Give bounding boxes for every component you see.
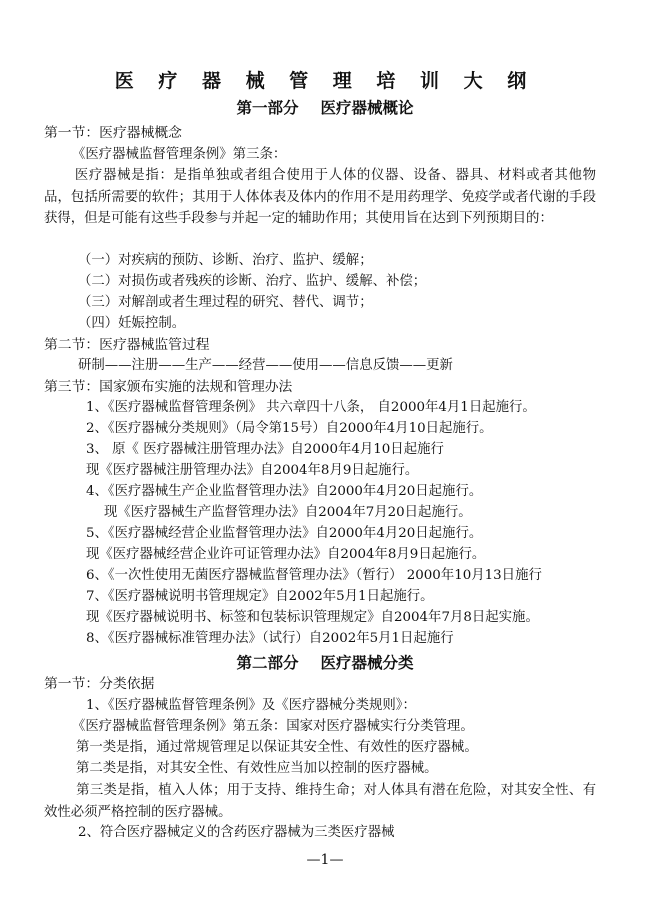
part1-section3-heading: 第三节：国家颁布实施的法规和管理办法 (44, 379, 293, 395)
drug-device-classification: 2、符合医疗器械定义的含药医疗器械为三类医疗器械 (78, 825, 395, 840)
part1-section2-heading: 第二节：医疗器械监管过程 (44, 337, 210, 353)
class-two-definition: 第二类是指，对其安全性、有效性应当加以控制的医疗器械。 (76, 761, 438, 776)
regulation-item: 3、 原《 医疗器械注册管理办法》自2000年4月10日起施行 (86, 442, 444, 457)
part2-section1-heading: 第一节：分类依据 (44, 676, 155, 692)
regulation-item: 6、《一次性使用无菌医疗器械监督管理办法》（暂行） 2000年10月13日施行 (86, 568, 542, 583)
regulation-item: 现《医疗器械经营企业许可证管理办法》自2004年8月9日起施行。 (86, 547, 486, 562)
part1-section1-heading: 第一节：医疗器械概念 (44, 125, 182, 141)
supervision-process: 研制——注册——生产——经营——使用——信息反馈——更新 (78, 358, 453, 373)
regulation-item: 5、《医疗器械经营企业监督管理办法》自2000年4月20日起施行。 (86, 526, 483, 541)
regulation-item: 现《医疗器械注册管理办法》自2004年8月9日起施行。 (86, 463, 419, 478)
part2-title-number: 第二部分 (236, 654, 299, 672)
purpose-item: （一）对疾病的预防、诊断、治疗、监护、缓解； (78, 253, 373, 268)
part1-title-number: 第一部分 (236, 99, 299, 117)
part2-title (0, 651, 650, 673)
regulation-item: 7、《医疗器械说明书管理规定》自2002年5月1日起施行。 (86, 589, 434, 604)
classification-basis: 1、《医疗器械监督管理条例》及《医疗器械分类规则》： (86, 698, 416, 713)
regulation-item: 2、《医疗器械分类规则》（局令第15号）自2000年4月10日起施行。 (86, 421, 493, 436)
article-five: 《医疗器械监督管理条例》第五条：国家对医疗器械实行分类管理。 (72, 719, 474, 734)
purpose-item: （四）妊娠控制。 (78, 316, 186, 331)
regulation-reference: 《医疗器械监督管理条例》第三条： (72, 147, 287, 162)
page-number: —1— (306, 852, 344, 868)
regulation-item: 现《医疗器械说明书、标签和包装标识管理规定》自2004年7月8日起实施。 (86, 610, 539, 625)
definition-paragraph: 医疗器械是指：是指单独或者组合使用于人体的仪器、设备、器具、材料或者其他物品，包括所需要的软件；其用于人体体表及体内的作用不是用药理学、免疫学或者代谢的手段获得，但是可能有这些手段参与并起一定的辅助作用；其使用旨在达到下列预期目的： (44, 168, 596, 227)
part1-title (0, 96, 650, 118)
part2-title-text: 医疗器械分类 (320, 654, 414, 672)
regulation-item: 4、《医疗器械生产企业监督管理办法》自2000年4月20日起施行。 (86, 484, 483, 499)
purpose-item: （三）对解剖或者生理过程的研究、替代、调节； (78, 295, 373, 310)
regulation-item: 1、《医疗器械监督管理条例》 共六章四十八条， 自2000年4月1日起施行。 (86, 400, 536, 415)
class-three-definition: 第三类是指，植入人体；用于支持、维持生命；对人体具有潜在危险，对其安全性、有效性必须严格控制的医疗器械。 (44, 783, 596, 820)
document-title: 医 疗 器 械 管 理 培 训 大 纲 (114, 70, 536, 92)
purpose-item: （二）对损伤或者残疾的诊断、治疗、监护、缓解、补偿； (78, 274, 427, 289)
regulation-item: 8、《医疗器械标准管理办法》（试行）自2002年5月1日起施行 (86, 631, 454, 646)
part1-title-text: 医疗器械概论 (320, 99, 414, 117)
class-one-definition: 第一类是指，通过常规管理足以保证其安全性、有效性的医疗器械。 (76, 740, 478, 755)
regulation-item: 现《医疗器械生产监督管理办法》自2004年7月20日起施行。 (104, 505, 472, 520)
